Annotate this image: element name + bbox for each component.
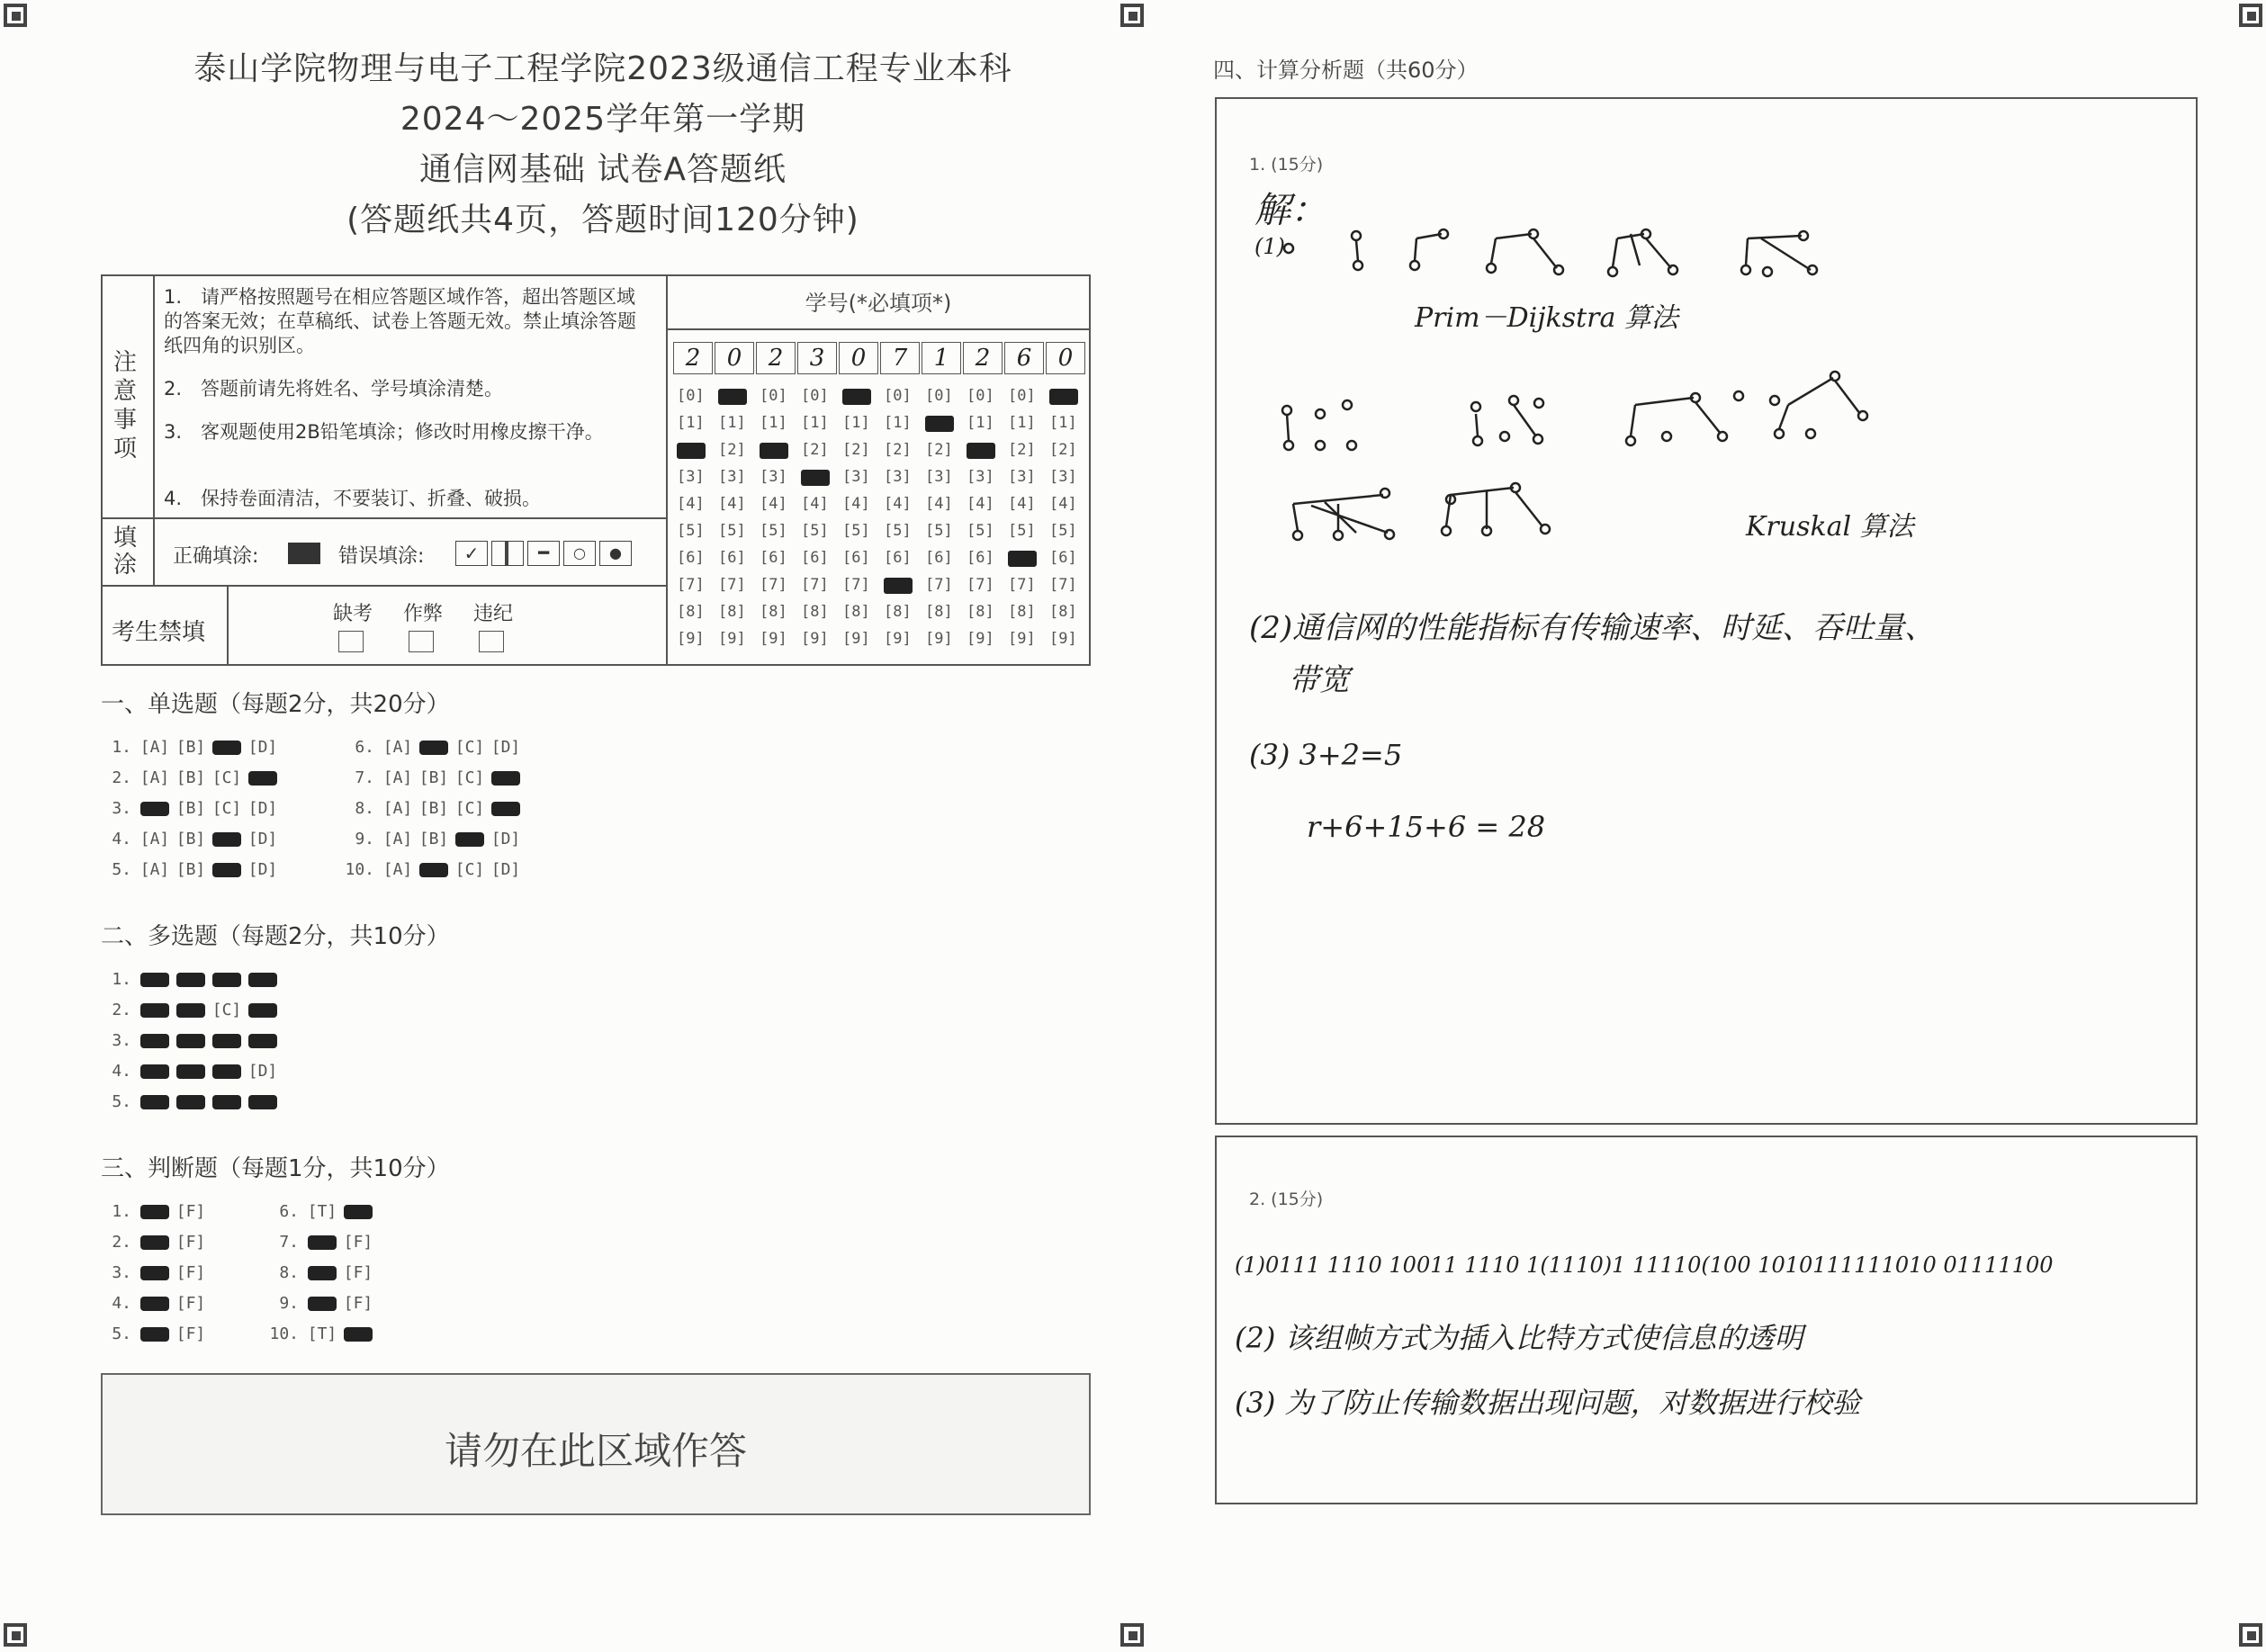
option-bubble[interactable]: [D] [490, 738, 521, 757]
option-bubble-filled[interactable] [308, 1235, 337, 1250]
option-bubble[interactable]: [D] [490, 860, 521, 879]
student-id-bubble[interactable]: [8] [677, 603, 705, 621]
option-bubble-filled[interactable] [308, 1297, 337, 1311]
student-id-bubble[interactable]: [3] [925, 468, 953, 486]
single-choice-row [344, 830, 524, 848]
option-bubble[interactable]: [C] [454, 860, 485, 879]
true-false-row [101, 1294, 209, 1313]
student-id-bubble[interactable]: [9] [884, 630, 912, 648]
question-number: 4. [112, 1062, 131, 1081]
student-id-bubble[interactable]: [8] [1049, 603, 1077, 621]
true-false-row [101, 1202, 209, 1221]
option-bubble[interactable]: [A] [382, 860, 413, 879]
q2-part2: (2) 该组帧方式为插入比特方式使信息的透明 [1235, 1321, 1803, 1355]
student-id-bubble[interactable]: [2] [842, 441, 870, 459]
option-bubble[interactable]: [A] [382, 799, 413, 818]
student-id-bubble[interactable]: [9] [967, 630, 994, 648]
option-bubble-filled[interactable] [140, 1327, 169, 1342]
true-false-row [268, 1294, 376, 1313]
student-id-bubble[interactable]: [2] [925, 441, 953, 459]
note-item-2: 2. 答题前请先将姓名、学号填涂清楚。 [164, 378, 504, 400]
single-choice-row [344, 799, 524, 818]
option-bubble[interactable]: [C] [454, 768, 485, 787]
student-id-bubble[interactable]: [1] [1049, 414, 1077, 432]
student-id-bubble[interactable]: [7] [1049, 576, 1077, 594]
option-bubble[interactable]: [A] [139, 768, 170, 787]
student-id-bubble[interactable]: [3] [760, 468, 787, 486]
student-id-bubble[interactable]: [7] [718, 576, 746, 594]
student-id-bubble[interactable]: [2] [718, 441, 746, 459]
note-item-1: 1. 请严格按照题号在相应答题区域作答，超出答题区域的答案无效；在草稿纸、试卷上答题无效。禁止填涂答题纸四角的识别区。 [164, 286, 636, 356]
student-id-bubble[interactable]: [5] [718, 522, 746, 540]
option-bubble-filled[interactable] [140, 973, 169, 987]
student-id-bubble[interactable]: [3] [1008, 468, 1036, 486]
q1-label: 1. (15分) [1249, 155, 1324, 175]
student-id-bubble[interactable]: [9] [718, 630, 746, 648]
true-false-row [101, 1233, 209, 1252]
question-number: 2. [112, 1233, 131, 1252]
student-id-bubble[interactable]: [9] [1008, 630, 1036, 648]
q1-kruskal-label: Kruskal 算法 [1746, 511, 1914, 543]
student-id-bubble[interactable]: [6] [718, 549, 746, 567]
question-number: 9. [355, 830, 374, 848]
true-false-row [268, 1263, 376, 1282]
single-choice-row [344, 860, 524, 879]
multi-choice-row [101, 1001, 281, 1019]
option-bubble-filled[interactable] [344, 1327, 373, 1342]
single-choice-row [101, 860, 281, 879]
option-bubble[interactable]: [D] [247, 738, 278, 757]
student-id-bubble[interactable]: [3] [884, 468, 912, 486]
option-bubble[interactable]: [F] [175, 1324, 206, 1343]
option-bubble[interactable]: [B] [175, 799, 206, 818]
option-bubble-filled[interactable] [176, 1034, 205, 1048]
option-bubble-filled[interactable] [248, 1034, 277, 1048]
section1-title: 一、单选题（每题2分，共20分） [101, 691, 450, 718]
student-id-bubble[interactable]: [0] [925, 387, 953, 405]
student-id-bubble[interactable]: [4] [925, 495, 953, 513]
student-id-bubble[interactable]: [1] [677, 414, 705, 432]
option-bubble-filled[interactable] [248, 1095, 277, 1109]
q1-intro: 解： [1254, 190, 1326, 231]
option-bubble[interactable]: [B] [418, 768, 449, 787]
option-bubble-filled[interactable] [212, 973, 241, 987]
question-number: 1. [112, 970, 131, 989]
corner-mark-bottom-left [4, 1623, 27, 1647]
student-id-bubble[interactable]: [1] [718, 414, 746, 432]
student-id-bubble[interactable]: [5] [842, 522, 870, 540]
student-id-bubble-filled[interactable] [967, 443, 995, 459]
single-choice-row [344, 738, 524, 757]
question-number: 4. [112, 830, 131, 848]
option-bubble-filled[interactable] [212, 832, 241, 847]
option-bubble[interactable]: [F] [343, 1294, 373, 1313]
student-id-bubble[interactable]: [9] [842, 630, 870, 648]
student-id-bubble[interactable]: [5] [677, 522, 705, 540]
absent-checkbox[interactable] [338, 631, 364, 652]
absent-label: 缺考 [333, 603, 373, 625]
option-bubble-filled[interactable] [140, 1266, 169, 1280]
option-bubble[interactable]: [A] [139, 738, 170, 757]
q1-part2-line1: (2)通信网的性能指标有传输速率、时延、吞吐量、 [1249, 610, 1936, 646]
true-false-row [268, 1233, 376, 1252]
option-bubble[interactable]: [D] [490, 830, 521, 848]
option-bubble-filled[interactable] [491, 771, 520, 786]
student-id-bubble[interactable]: [0] [1008, 387, 1036, 405]
student-id-bubble[interactable]: [5] [925, 522, 953, 540]
option-bubble-filled[interactable] [212, 1064, 241, 1079]
option-bubble[interactable]: [D] [247, 799, 278, 818]
corner-mark-bottom-right [2239, 1623, 2262, 1647]
student-id-bubble-filled[interactable] [842, 389, 871, 405]
student-id-bubble[interactable]: [3] [718, 468, 746, 486]
notes-label: 注意事项 [113, 349, 138, 462]
option-bubble[interactable]: [A] [139, 860, 170, 879]
student-id-digit: 1 [922, 342, 961, 374]
question-number: 7. [355, 768, 374, 787]
student-id-bubble-filled[interactable] [925, 416, 954, 432]
option-bubble-filled[interactable] [176, 1003, 205, 1018]
header-line-1: 泰山学院物理与电子工程学院2023级通信工程专业本科 [193, 50, 1012, 87]
student-id-bubble[interactable]: [9] [801, 630, 829, 648]
correct-fill-sample [288, 543, 320, 564]
option-bubble[interactable]: [C] [211, 768, 242, 787]
wrong-fill-label: 错误填涂: [338, 545, 425, 568]
wrong-fill-circle-icon: ○ [563, 541, 596, 566]
option-bubble[interactable]: [D] [247, 860, 278, 879]
student-id-bubble[interactable]: [5] [760, 522, 787, 540]
question-number: 3. [112, 1263, 131, 1282]
option-bubble[interactable]: [A] [382, 768, 413, 787]
option-bubble-filled[interactable] [140, 1235, 169, 1250]
question-number: 9. [279, 1294, 299, 1313]
student-id-bubble-filled[interactable] [884, 578, 913, 594]
option-bubble-filled[interactable] [176, 1095, 205, 1109]
no-answer-zone-text: 请勿在此区域作答 [444, 1429, 747, 1473]
student-id-digit: 0 [839, 342, 878, 374]
wrong-fill-dot-icon: ● [599, 541, 632, 566]
option-bubble[interactable]: [B] [418, 830, 449, 848]
student-id-bubble[interactable]: [1] [842, 414, 870, 432]
student-id-bubble[interactable]: [5] [967, 522, 994, 540]
q2-label: 2. (15分) [1249, 1190, 1324, 1209]
multi-choice-row [101, 1062, 281, 1081]
question-number: 6. [279, 1202, 299, 1221]
student-id-bubble[interactable]: [2] [1049, 441, 1077, 459]
student-id-bubble[interactable]: [4] [842, 495, 870, 513]
option-bubble[interactable]: [C] [454, 799, 485, 818]
student-id-bubble[interactable]: [4] [1049, 495, 1077, 513]
student-id-bubble[interactable]: [9] [760, 630, 787, 648]
student-id-bubble[interactable]: [3] [842, 468, 870, 486]
option-bubble-filled[interactable] [140, 1064, 169, 1079]
student-id-bubble[interactable]: [8] [760, 603, 787, 621]
student-id-bubble[interactable]: [4] [967, 495, 994, 513]
option-bubble-filled[interactable] [140, 1205, 169, 1219]
cheat-checkbox[interactable] [409, 631, 434, 652]
question-number: 5. [112, 1092, 131, 1111]
option-bubble[interactable]: [A] [382, 738, 413, 757]
option-bubble-filled[interactable] [248, 1003, 277, 1018]
student-id-bubble[interactable]: [6] [884, 549, 912, 567]
student-id-bubble[interactable]: [9] [677, 630, 705, 648]
student-id-bubble[interactable]: [4] [677, 495, 705, 513]
option-bubble[interactable]: [D] [247, 1062, 278, 1081]
option-bubble-filled[interactable] [176, 973, 205, 987]
student-id-bubble[interactable]: [2] [801, 441, 829, 459]
student-id-bubble[interactable]: [6] [842, 549, 870, 567]
student-id-bubble[interactable]: [4] [1008, 495, 1036, 513]
student-id-digit: 7 [880, 342, 920, 374]
single-choice-row [101, 768, 281, 787]
option-bubble[interactable]: [C] [211, 799, 242, 818]
q1-part1-label: (1) [1254, 234, 1285, 259]
question-number: 2. [112, 768, 131, 787]
violation-checkbox[interactable] [479, 631, 504, 652]
section4-title: 四、计算分析题（共60分） [1213, 58, 1479, 83]
no-answer-zone [101, 1373, 1091, 1515]
option-bubble[interactable]: [A] [139, 830, 170, 848]
single-choice-row [101, 799, 281, 818]
student-id-bubble[interactable]: [1] [884, 414, 912, 432]
question-number: 6. [355, 738, 374, 757]
student-id-bubble-filled[interactable] [718, 389, 747, 405]
option-bubble-filled[interactable] [140, 1003, 169, 1018]
q1-spanning-tree-sketches [1271, 198, 2081, 558]
student-id-bubble[interactable]: [7] [1008, 576, 1036, 594]
option-bubble-filled[interactable] [455, 832, 484, 847]
student-id-digit: 0 [1046, 342, 1085, 374]
corner-mark-bottom-middle [1120, 1623, 1144, 1647]
option-bubble[interactable]: [B] [175, 860, 206, 879]
option-bubble[interactable]: [B] [175, 830, 206, 848]
option-bubble-filled[interactable] [248, 771, 277, 786]
option-bubble-filled[interactable] [140, 1034, 169, 1048]
student-id-bubble[interactable]: [2] [1008, 441, 1036, 459]
option-bubble-filled[interactable] [140, 1095, 169, 1109]
wrong-fill-check-icon: ✓ [455, 541, 488, 566]
corner-mark-top-middle [1120, 4, 1144, 27]
option-bubble[interactable]: [F] [343, 1263, 373, 1282]
student-id-bubble[interactable]: [9] [925, 630, 953, 648]
option-bubble-filled[interactable] [212, 1034, 241, 1048]
option-bubble-filled[interactable] [212, 1095, 241, 1109]
question-number: 1. [112, 738, 131, 757]
question-number: 1. [112, 1202, 131, 1221]
student-id-bubble[interactable]: [8] [925, 603, 953, 621]
student-id-bubble[interactable]: [0] [967, 387, 994, 405]
single-choice-row [101, 738, 281, 757]
student-id-bubble[interactable]: [8] [801, 603, 829, 621]
q2-part3: (3) 为了防止传输数据出现问题，对数据进行校验 [1235, 1386, 1861, 1420]
student-id-bubble[interactable]: [1] [760, 414, 787, 432]
header-line-2: 2024～2025学年第一学期 [400, 101, 806, 138]
student-id-bubble[interactable]: [7] [801, 576, 829, 594]
single-choice-row [101, 830, 281, 848]
student-id-bubble[interactable]: [8] [884, 603, 912, 621]
student-id-bubble[interactable]: [0] [884, 387, 912, 405]
option-bubble-filled[interactable] [344, 1205, 373, 1219]
student-id-bubble-filled[interactable] [677, 443, 706, 459]
question-number: 10. [345, 860, 374, 879]
student-id-bubble[interactable]: [8] [718, 603, 746, 621]
q2-part1: (1)0111 1110 10011 1110 1(1110)1 11110(100 1010111111010 01111100 [1235, 1252, 2054, 1278]
q1-prim-label: Prim－Dijkstra 算法 [1415, 302, 1678, 334]
option-bubble[interactable]: [F] [175, 1202, 206, 1221]
student-id-bubble[interactable]: [5] [884, 522, 912, 540]
student-id-bubble[interactable]: [0] [801, 387, 829, 405]
student-id-bubble[interactable]: [7] [677, 576, 705, 594]
student-id-bubble[interactable]: [4] [760, 495, 787, 513]
student-id-bubble[interactable]: [7] [842, 576, 870, 594]
student-id-bubble[interactable]: [1] [1008, 414, 1036, 432]
forbidden-label: 考生禁填 [112, 619, 206, 646]
option-bubble[interactable]: [C] [211, 1001, 242, 1019]
option-bubble-filled[interactable] [212, 863, 241, 877]
q1-part3-line2: r+6+15+6 = 28 [1307, 810, 1546, 844]
option-bubble[interactable]: [T] [307, 1202, 337, 1221]
section2-title: 二、多选题（每题2分，共10分） [101, 923, 450, 950]
option-bubble-filled[interactable] [176, 1064, 205, 1079]
multi-choice-row [101, 1031, 281, 1050]
option-bubble-filled[interactable] [491, 802, 520, 816]
student-id-bubble[interactable]: [6] [801, 549, 829, 567]
student-id-digit: 0 [715, 342, 754, 374]
student-id-bubble[interactable]: [7] [925, 576, 953, 594]
student-id-bubble[interactable]: [3] [967, 468, 994, 486]
student-id-bubble[interactable]: [5] [1008, 522, 1036, 540]
multi-choice-row [101, 970, 281, 989]
note-item-3: 3. 客观题使用2B铅笔填涂；修改时用橡皮擦干净。 [164, 421, 604, 443]
student-id-bubble[interactable]: [6] [1049, 549, 1077, 567]
q1-part3-line1: (3) 3+2=5 [1249, 738, 1403, 772]
student-id-bubble[interactable]: [8] [842, 603, 870, 621]
option-bubble-filled[interactable] [248, 973, 277, 987]
option-bubble[interactable]: [B] [175, 768, 206, 787]
question-number: 8. [279, 1263, 299, 1282]
option-bubble[interactable]: [D] [247, 830, 278, 848]
question-number: 3. [112, 799, 131, 818]
student-id-bubble[interactable]: [1] [801, 414, 829, 432]
option-bubble[interactable]: [F] [175, 1294, 206, 1313]
violation-label: 违纪 [473, 603, 514, 625]
single-choice-row [344, 768, 524, 787]
option-bubble[interactable]: [B] [175, 738, 206, 757]
true-false-row [268, 1202, 376, 1221]
true-false-row [101, 1324, 209, 1343]
student-id-bubble[interactable]: [4] [801, 495, 829, 513]
option-bubble-filled[interactable] [212, 741, 241, 755]
student-id-bubble[interactable]: [4] [718, 495, 746, 513]
corner-mark-top-left [4, 4, 27, 27]
option-bubble[interactable]: [T] [307, 1324, 337, 1343]
section3-title: 三、判断题（每题1分，共10分） [101, 1155, 450, 1182]
student-id-bubble[interactable]: [6] [967, 549, 994, 567]
student-id-bubble-filled[interactable] [1008, 551, 1037, 567]
q2-answer-box [1215, 1136, 2198, 1504]
header-line-4: (答题纸共4页，答题时间120分钟) [346, 202, 859, 238]
student-id-bubble[interactable]: [1] [967, 414, 994, 432]
student-id-bubble[interactable]: [6] [677, 549, 705, 567]
option-bubble[interactable]: [C] [454, 738, 485, 757]
student-id-bubble[interactable]: [8] [1008, 603, 1036, 621]
option-bubble[interactable]: [B] [418, 799, 449, 818]
question-number: 8. [355, 799, 374, 818]
question-number: 3. [112, 1031, 131, 1050]
q1-answer-box [1215, 97, 2198, 1125]
option-bubble-filled[interactable] [419, 863, 448, 877]
question-number: 4. [112, 1294, 131, 1313]
student-id-bubble[interactable]: [6] [760, 549, 787, 567]
student-id-bubble[interactable]: [4] [884, 495, 912, 513]
wrong-fill-bar-icon [491, 541, 524, 566]
student-id-label: 学号(*必填项*) [805, 291, 952, 316]
question-number: 7. [279, 1233, 299, 1252]
header-line-3: 通信网基础 试卷A答题纸 [418, 151, 787, 188]
student-id-bubble[interactable]: [0] [760, 387, 787, 405]
true-false-row [101, 1263, 209, 1282]
question-number: 5. [112, 1324, 131, 1343]
student-id-digit: 2 [963, 342, 1003, 374]
student-id-digit: 2 [673, 342, 713, 374]
student-id-bubble[interactable]: [3] [677, 468, 705, 486]
student-id-digit: 6 [1004, 342, 1044, 374]
student-id-bubble[interactable]: [9] [1049, 630, 1077, 648]
question-number: 10. [269, 1324, 299, 1343]
student-id-bubble[interactable]: [7] [967, 576, 994, 594]
true-false-row [268, 1324, 376, 1343]
option-bubble[interactable]: [F] [175, 1233, 206, 1252]
option-bubble-filled[interactable] [140, 802, 169, 816]
q1-part2-line2: 带宽 [1289, 662, 1350, 698]
wrong-fill-dash-icon: ━ [527, 541, 560, 566]
option-bubble-filled[interactable] [308, 1266, 337, 1280]
student-id-bubble[interactable]: [8] [967, 603, 994, 621]
option-bubble[interactable]: [F] [175, 1263, 206, 1282]
student-id-digit: 2 [756, 342, 796, 374]
option-bubble-filled[interactable] [419, 741, 448, 755]
multi-choice-row [101, 1092, 281, 1111]
student-id-bubble[interactable]: [6] [925, 549, 953, 567]
student-id-bubble[interactable]: [3] [1049, 468, 1077, 486]
student-id-bubble[interactable]: [0] [677, 387, 705, 405]
student-id-bubble-filled[interactable] [760, 443, 788, 459]
student-id-bubble[interactable]: [2] [884, 441, 912, 459]
fill-label: 填涂 [113, 525, 138, 579]
student-id-bubble[interactable]: [7] [760, 576, 787, 594]
cheat-label: 作弊 [403, 603, 444, 625]
student-id-bubble[interactable]: [5] [1049, 522, 1077, 540]
correct-fill-label: 正确填涂: [173, 545, 259, 568]
student-id-bubble-filled[interactable] [1049, 389, 1078, 405]
note-item-4: 4. 保持卷面清洁，不要装订、折叠、破损。 [164, 488, 542, 509]
question-number: 2. [112, 1001, 131, 1019]
option-bubble-filled[interactable] [140, 1297, 169, 1311]
student-id-bubble-filled[interactable] [801, 470, 830, 486]
corner-mark-top-right [2239, 4, 2262, 27]
student-id-digit: 3 [797, 342, 837, 374]
question-number: 5. [112, 860, 131, 879]
student-id-bubble[interactable]: [5] [801, 522, 829, 540]
option-bubble[interactable]: [A] [382, 830, 413, 848]
option-bubble[interactable]: [F] [343, 1233, 373, 1252]
